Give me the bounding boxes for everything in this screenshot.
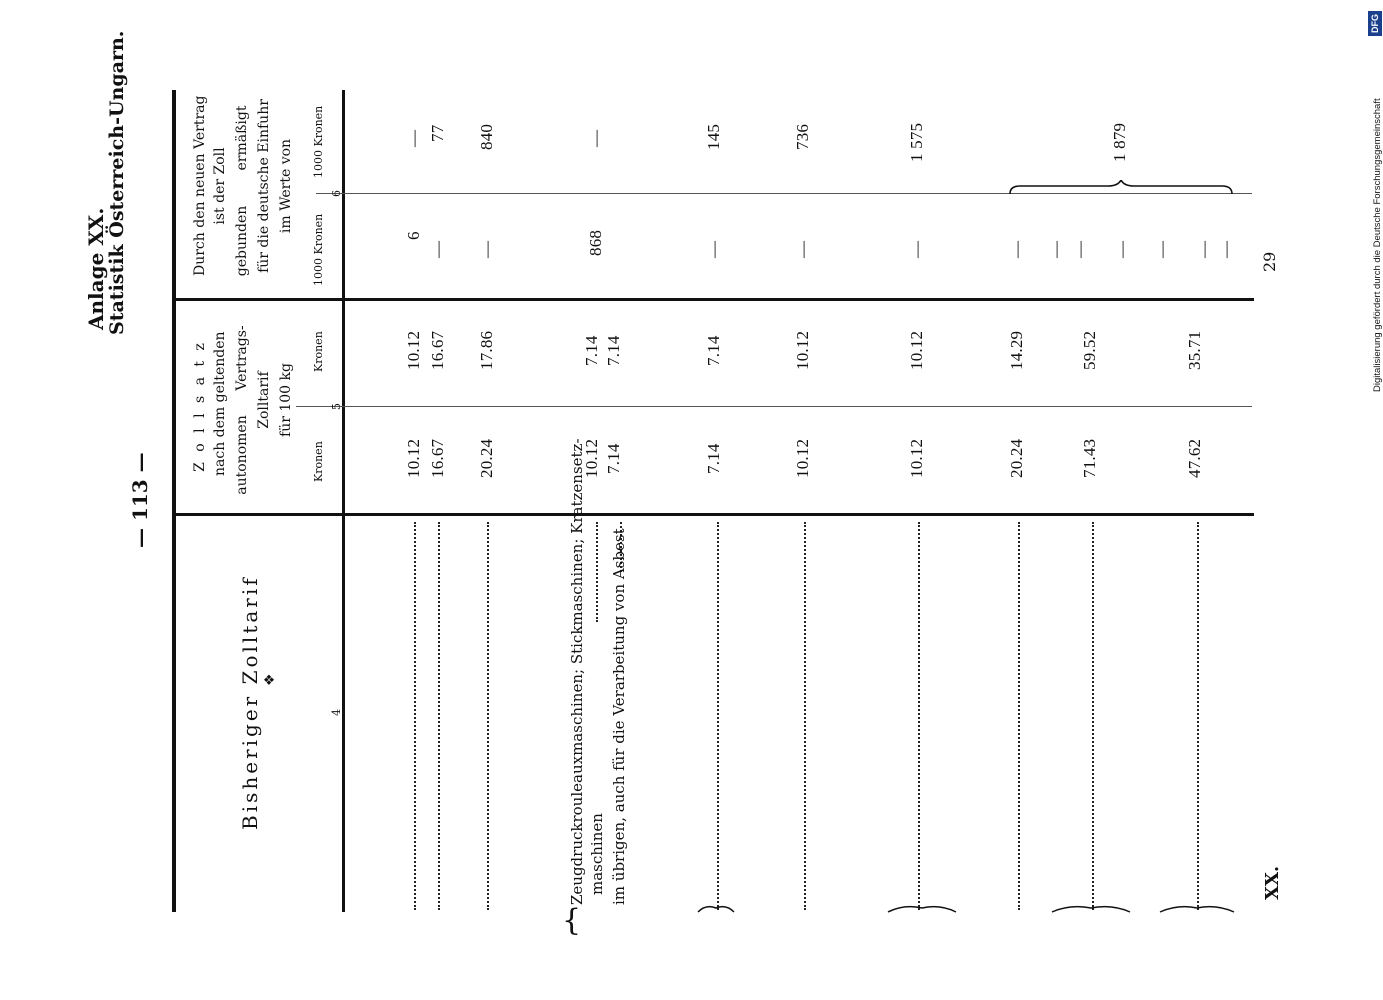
row8-ermaessigt: 1 575 [907, 122, 926, 162]
row4-gebunden: 868 [586, 229, 605, 256]
row2-auto: 16.67 [428, 438, 447, 478]
row7-auto: 10.12 [793, 438, 812, 478]
row9-gebunden: — [1007, 240, 1026, 258]
leader-row6 [717, 522, 719, 910]
row8-auto: 10.12 [907, 438, 926, 478]
col5-sub-left: autonomen [234, 415, 250, 495]
extra-dash-4: — [1216, 240, 1235, 258]
row5-auto: 7.14 [604, 443, 623, 474]
row8-gebunden: — [907, 240, 926, 258]
group-brace [1008, 180, 1234, 200]
row9-vertrag: 14.29 [1007, 330, 1026, 370]
col6-unit-right: 1000 Kronen [312, 105, 325, 178]
row11-auto: 47.62 [1185, 438, 1204, 478]
row4-description-line2: maschinen [588, 813, 606, 895]
col5-sub-right: Vertrags- [234, 325, 250, 391]
row7-ermaessigt: 736 [793, 123, 812, 150]
col5-sub-divider [296, 406, 1252, 407]
row4-vertrag: 7.14 [582, 335, 601, 366]
appendix-subtitle: Statistik Österreich-Ungarn. [106, 30, 128, 335]
col5-title-line2: nach dem geltenden [212, 331, 228, 476]
row1-auto: 10.12 [404, 438, 423, 478]
row3-ermaessigt: 840 [477, 123, 496, 150]
row1-vertrag: 10.12 [404, 330, 423, 370]
extra-dash-2: — [1070, 240, 1089, 258]
row5-vertrag: 7.14 [604, 335, 623, 366]
col6-sub-line3: für die deutsche Einfuhr [256, 99, 272, 273]
leader-row7 [804, 522, 806, 910]
footer-left: XX. [1262, 865, 1283, 900]
row4-ermaessigt: — [586, 129, 605, 147]
row6-auto: 7.14 [704, 443, 723, 474]
col4-col5-divider [176, 513, 1254, 516]
row11-vertrag: 35.71 [1185, 330, 1204, 370]
row10-ermaessigt-group: 1 879 [1110, 122, 1129, 162]
extra-dash-3: — [1152, 240, 1171, 258]
row8-vertrag: 10.12 [907, 330, 926, 370]
row1-gebunden: 6 [404, 231, 423, 240]
row-brace-10 [1050, 902, 1132, 916]
appendix-title: Anlage XX. [84, 207, 108, 330]
col5-sub-mid1: Zolltarif [256, 371, 272, 429]
row4-auto: 10.12 [582, 438, 601, 478]
side-credit: Digitalisierung gefördert durch die Deutsche Forschungsgemeinschaft [1372, 98, 1383, 392]
leader-row2 [438, 522, 440, 910]
header-bottom-border [342, 90, 345, 912]
leader-row3 [487, 522, 489, 910]
col4-title: Bisheriger Zolltarif [238, 575, 262, 830]
leader-row1 [414, 522, 416, 910]
row7-vertrag: 10.12 [793, 330, 812, 370]
row4-5-brace: { [562, 903, 582, 938]
row2-vertrag: 16.67 [428, 330, 447, 370]
col6-sub-right: ermäßigt [234, 105, 250, 171]
col6-unit-left: 1000 Kronen [312, 213, 325, 286]
row-brace-8 [886, 902, 958, 916]
col5-sub-mid2: für 100 kg [278, 363, 294, 437]
col6-title-line1: Durch den neuen Vertrag [192, 95, 208, 276]
col-number-5: 5 [330, 403, 343, 410]
row10-auto: 71.43 [1080, 438, 1099, 478]
row9-auto: 20.24 [1007, 438, 1026, 478]
row-brace-11 [1158, 902, 1236, 916]
leader-row8 [918, 522, 920, 910]
row3-vertrag: 17.86 [477, 330, 496, 370]
row1-ermaessigt: — [404, 129, 423, 147]
row6-vertrag: 7.14 [704, 335, 723, 366]
row7-gebunden: — [793, 240, 812, 258]
leader-row9 [1018, 522, 1020, 910]
col6-sub-left: gebunden [234, 205, 250, 277]
row2-gebunden: — [428, 240, 447, 258]
col-number-4: 4 [330, 709, 343, 716]
extra-dash-1: — [1046, 240, 1065, 258]
row10-vertrag: 59.52 [1080, 330, 1099, 370]
row6-gebunden: — [704, 240, 723, 258]
page-number: — 113 — [128, 452, 152, 548]
leader-row11 [1197, 522, 1199, 910]
col5-unit-right: Kronen [312, 331, 325, 372]
footer-right: 29 [1260, 251, 1279, 272]
row2-ermaessigt: 77 [428, 124, 447, 142]
row3-auto: 20.24 [477, 438, 496, 478]
col6-title-line2: ist der Zoll [212, 147, 228, 225]
row4-description-line1: Zeugdruckrouleauxmaschinen; Stickmaschinen; Kratzensetz- [568, 438, 586, 905]
col-number-6: 6 [330, 190, 343, 197]
row5-description: im übrigen, auch für die Verarbeitung von Asbest [610, 528, 628, 905]
row6-ermaessigt: 145 [704, 123, 723, 150]
row10-gebunden: — [1112, 240, 1131, 258]
col5-title-line1: Z o l l s a t z [192, 340, 208, 472]
dfg-logo: DFG [1368, 11, 1382, 36]
table-top-border [172, 90, 176, 912]
col5-col6-divider [176, 298, 1254, 301]
col6-sub-line4: im Werte von [278, 138, 294, 234]
leader-row5 [596, 522, 598, 622]
row3-gebunden: — [477, 240, 496, 258]
col5-unit-left: Kronen [312, 441, 325, 482]
row-brace-6 [696, 902, 736, 916]
ornament-icon: ❖ [262, 673, 278, 686]
leader-row10 [1092, 522, 1094, 910]
row11-gebunden: — [1194, 240, 1213, 258]
